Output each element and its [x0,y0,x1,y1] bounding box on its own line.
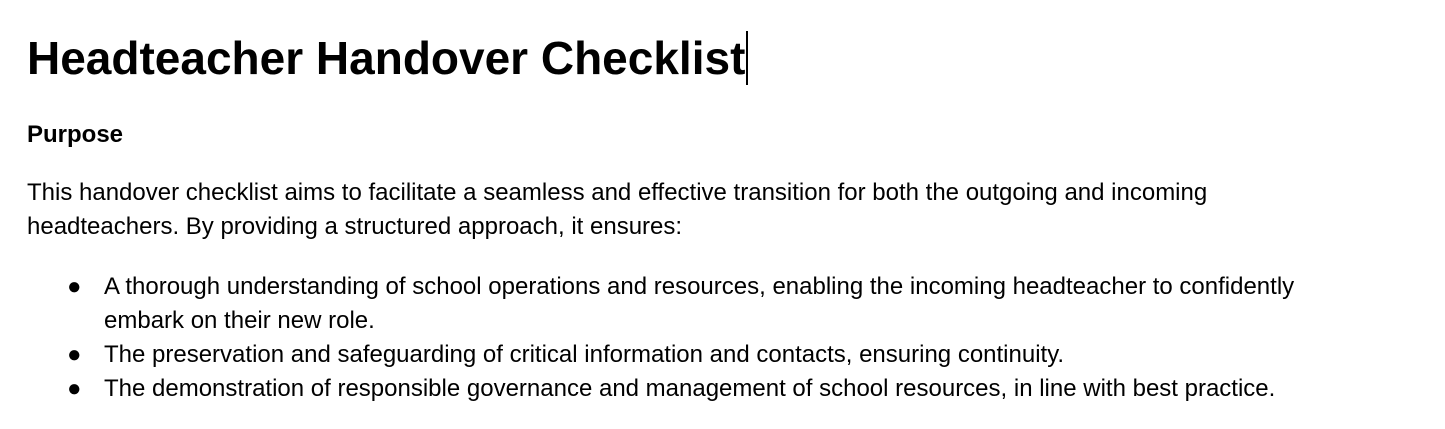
list-item[interactable] [27,270,1427,338]
intro-line: headteachers. By providing a structured approach, it ensures: [27,213,683,240]
bullet-icon: ● [67,273,82,300]
list-item[interactable] [27,372,1427,406]
list-item-line: The demonstration of responsible governance and management of school resources, in line with best practice. [104,375,1276,402]
list-item-line: The preservation and safeguarding of critical information and contacts, ensuring continuity. [104,341,1065,368]
list-item-line: A thorough understanding of school operations and resources, enabling the incoming headteacher to confidently [104,273,1295,300]
document-title[interactable] [27,30,748,86]
bullet-icon: ● [67,375,82,402]
text-cursor [746,31,748,85]
section-heading-purpose[interactable]: Purpose [27,121,124,148]
bullet-list[interactable] [27,270,1427,406]
list-item[interactable] [27,338,1427,372]
title-text[interactable]: Headteacher Handover Checklist [27,32,746,84]
intro-paragraph[interactable] [27,176,1327,244]
list-item-line: embark on their new role. [104,307,375,334]
bullet-icon: ● [67,341,82,368]
intro-line: This handover checklist aims to facilitate a seamless and effective transition for both the outgoing and incoming [27,179,1208,206]
